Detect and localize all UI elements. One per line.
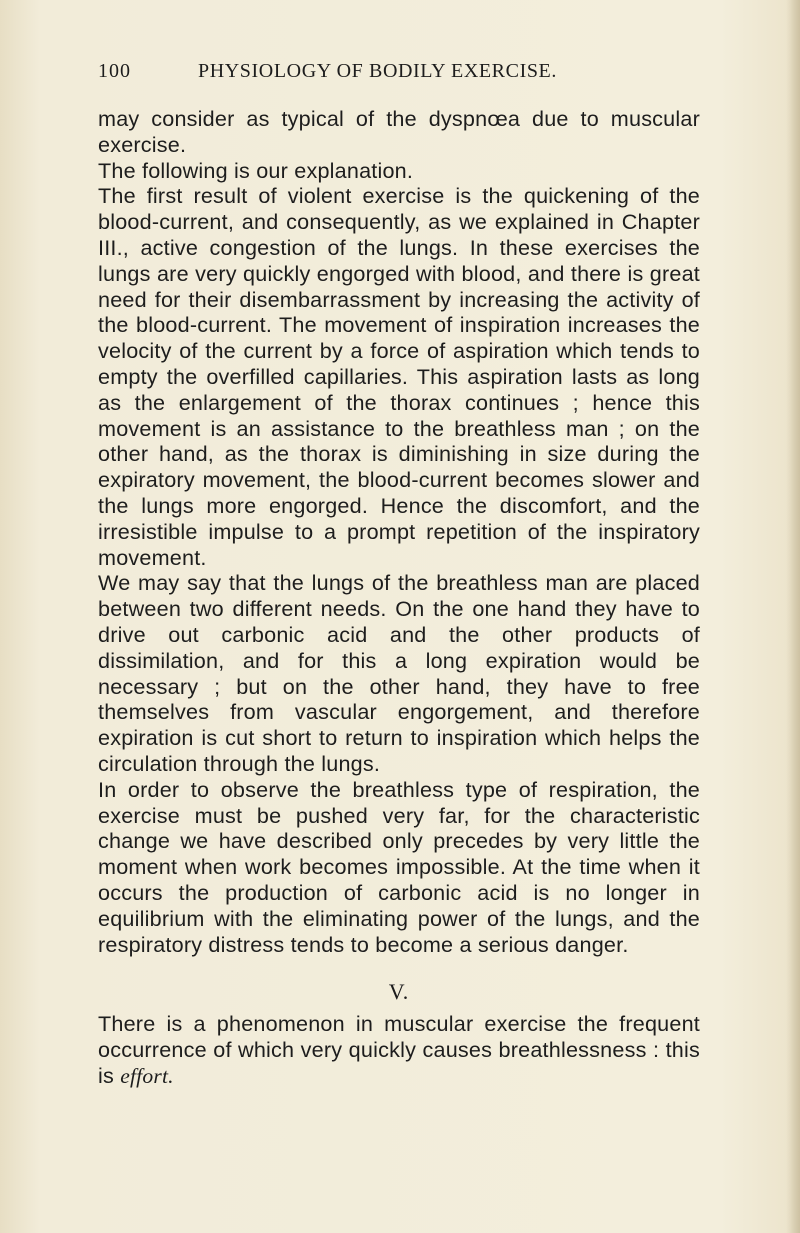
running-head: [98, 60, 700, 94]
paragraph: In order to observe the breathless type of respiration, the exercise must be pushed very far, for the characteristic change we have described only precedes by very little the moment when work becomes impossible. At the time when it occurs the production of carbonic acid is no longer in equilibrium with the eliminating power of the lungs, and the respiratory distress tends to become a serious danger.: [98, 776, 700, 957]
paragraph-continuation: may consider as typical of the dyspnœa due to muscular exercise.: [98, 106, 700, 157]
running-title: PHYSIOLOGY OF BODILY EXERCISE.: [198, 60, 557, 82]
section-text: There is a phenomenon in muscular exercise the frequent occurrence of which very quickly causes breathlessness : this is: [98, 1011, 700, 1088]
paragraph: We may say that the lungs of the breathless man are placed between two different needs. On the one hand they have to drive out carbonic acid and the other products of dissimilation, and for this a long expiration would be necessary ; but on the other hand, they have to free themselves from vascular engorgement, and therefore expiration is cut short to return to inspiration which helps the circulation through the lungs.: [98, 570, 700, 776]
paragraph: The first result of violent exercise is the quickening of the blood-current, and consequently, as we explained in Chapter III., active congestion of the lungs. In these exercises the lungs are very quickly engorged with blood, and there is great need for their disembarrassment by increasing the activity of the blood-current. The movement of inspiration increases the velocity of the current by a force of aspiration which tends to empty the overfilled capillaries. This aspiration lasts as long as the enlargement of the thorax continues ; hence this movement is an assistance to the breathless man ; on the other hand, as the thorax is diminishing in size during the expiratory movement, the blood-current becomes slower and the lungs more engorged. Hence the discomfort, and the irresistible impulse to a prompt repetition of the inspiratory movement.: [98, 183, 700, 570]
page-number: 100: [98, 60, 131, 82]
body-text: [98, 106, 700, 1089]
page-edge-shadow: [786, 0, 800, 1233]
section-heading: V.: [388, 979, 410, 1005]
paragraph: The following is our explanation.: [98, 157, 414, 183]
text-block: [98, 60, 700, 1089]
emphasized-word: effort.: [120, 1063, 174, 1088]
paragraph-section-v: [98, 1011, 700, 1089]
